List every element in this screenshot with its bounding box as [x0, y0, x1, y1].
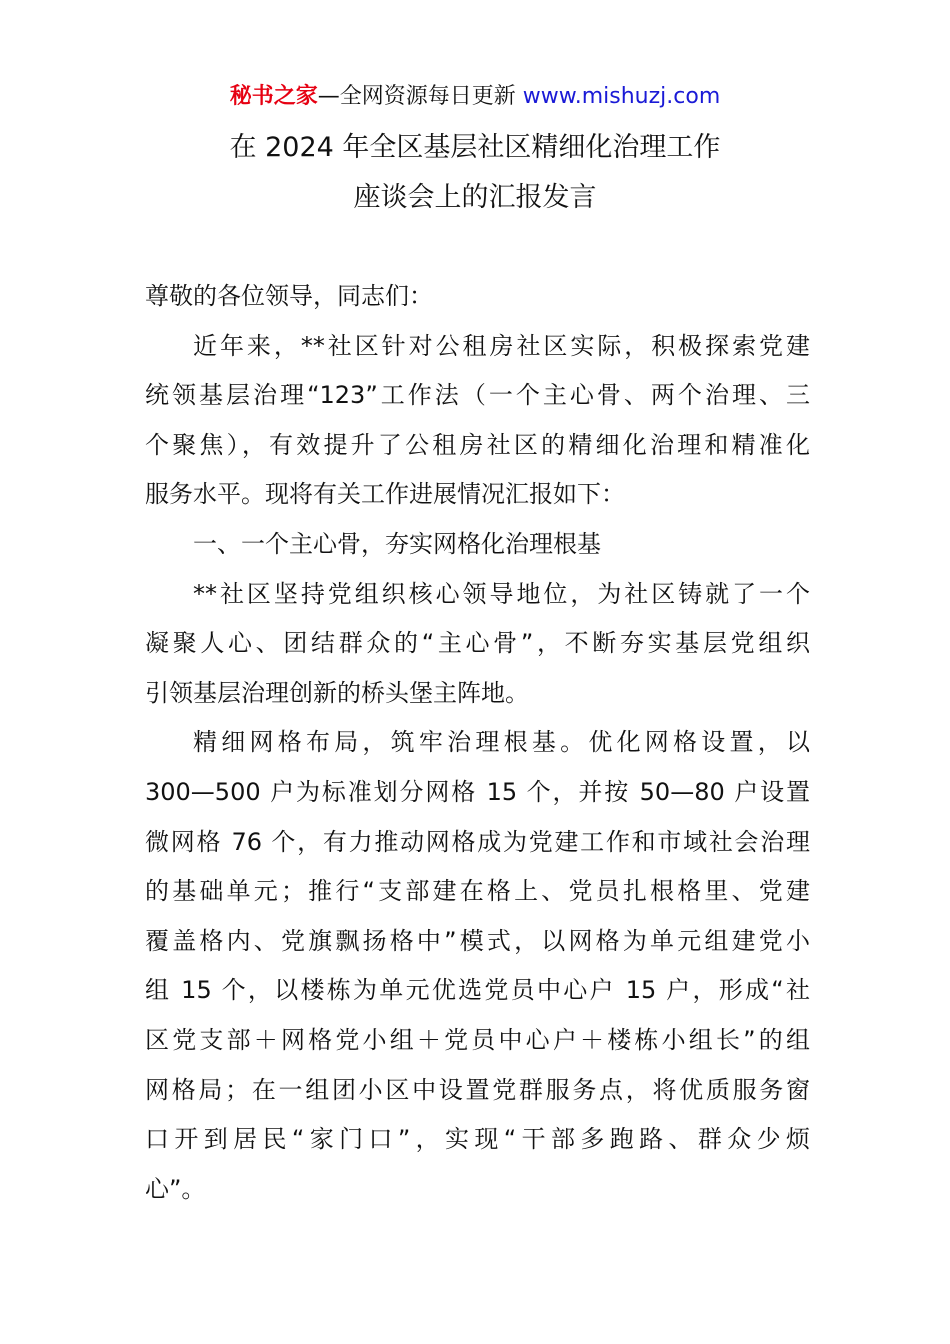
paragraph-line: 区党支部＋网格党小组＋党员中心户＋楼栋小组长”的组	[145, 1025, 810, 1054]
paragraph-line: 300—500 户为标准划分网格 15 个，并按 50—80 户设置	[145, 777, 810, 806]
paragraph-line: 近年来，**社区针对公租房社区实际，积极探索党建	[193, 331, 810, 360]
paragraph-line: **社区坚持党组织核心领导地位，为社区铸就了一个	[193, 579, 810, 608]
paragraph-line: 心”。	[145, 1174, 206, 1203]
paragraph-line: 统领基层治理“123”工作法（一个主心骨、两个治理、三	[145, 381, 810, 410]
paragraph-line: 服务水平。现将有关工作进展情况汇报如下：	[145, 480, 625, 509]
paragraph-line: 精细网格布局，筑牢治理根基。优化网格设置，以	[193, 728, 810, 757]
paragraph-line: 微网格 76 个，有力推动网格成为党建工作和市域社会治理	[145, 827, 810, 856]
document-body	[145, 280, 810, 1222]
paragraph-line: 组 15 个，以楼栋为单元优选党员中心户 15 户，形成“社	[145, 976, 810, 1005]
paragraph-line: 个聚焦），有效提升了公租房社区的精细化治理和精准化	[145, 430, 810, 459]
site-url-link[interactable]: www.mishuzj.com	[522, 84, 721, 109]
paragraph-line: 引领基层治理创新的桥头堡主阵地。	[145, 678, 529, 707]
section-heading: 一、一个主心骨，夯实网格化治理根基	[193, 529, 601, 558]
paragraph-line: 口开到居民“家门口”，实现“干部多跑路、群众少烦	[145, 1125, 810, 1154]
document-title-line-1: 在 2024 年全区基层社区精细化治理工作	[229, 132, 721, 163]
document-title-line-2: 座谈会上的汇报发言	[353, 182, 597, 213]
header-tagline: —全网资源每日更新	[317, 84, 516, 109]
salutation: 尊敬的各位领导，同志们：	[145, 282, 433, 310]
paragraph-line: 网格局；在一组团小区中设置党群服务点，将优质服务窗	[145, 1075, 810, 1104]
paragraph-line: 的基础单元；推行“支部建在格上、党员扎根格里、党建	[145, 877, 810, 906]
paragraph-line: 覆盖格内、党旗飘扬格中”模式，以网格为单元组建党小	[145, 926, 810, 955]
site-header	[0, 82, 950, 112]
brand-name: 秘书之家	[229, 84, 318, 109]
paragraph-line: 凝聚人心、团结群众的“主心骨”，不断夯实基层党组织	[145, 629, 810, 658]
